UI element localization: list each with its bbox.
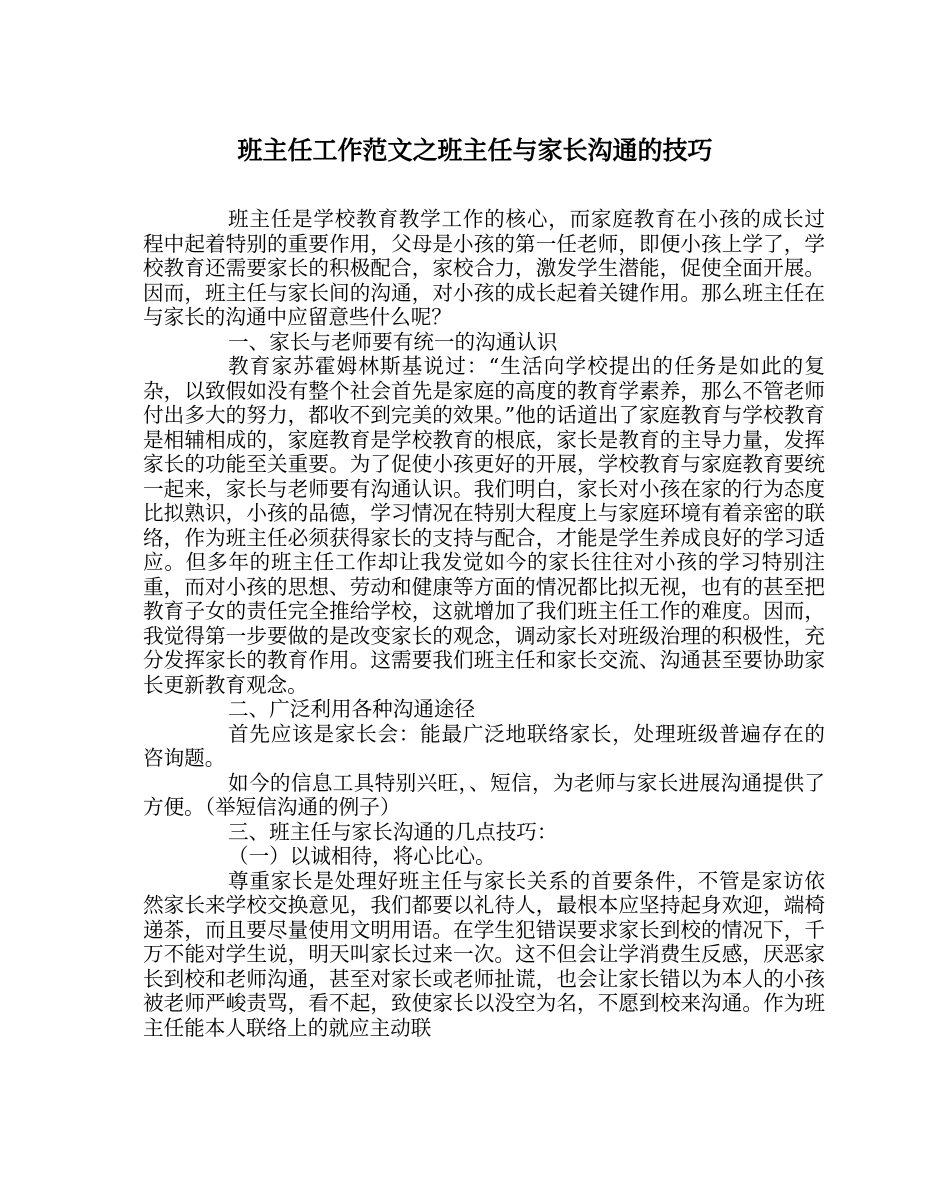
subsection-heading-1: （一）以诚相待，将心比心。 xyxy=(228,844,496,868)
document-body xyxy=(143,207,825,1040)
document-title: 班主任工作范文之班主任与家长沟通的技巧 xyxy=(237,136,713,165)
paragraph-messaging: 如今的信息工具特别兴旺，、短信，为老师与家长进展沟通提供了方便。（举短信沟通的例子） xyxy=(143,770,825,819)
paragraph-section-1: 教育家苏霍姆林斯基说过：“生活向学校提出的任务是如此的复杂，以致假如没有整个社会首先是家庭的高度的教育学素养，那么不管老师付出多大的努力，都收不到完美的效果。”他的话道出了家庭教育与学校教育是相辅相成的，家庭教育是学校教育的根底，家长是教育的主导力量，发挥家长的功能至关重要。为了促使小孩更好的开展，学校教育与家庭教育要统一起来，家长与老师要有沟通认识。我们明白，家长对小孩在家的行为态度比拟熟识，小孩的品德，学习情况在特别大程度上与家庭环境有着亲密的联络，作为班主任必须获得家长的支持与配合，才能是学生养成良好的学习适应。但多年的班主任工作却让我发觉如今的家长往往对小孩的学习特别注重，而对小孩的思想、劳动和健康等方面的情况都比拟无视，也有的甚至把教育子女的责任完全推给学校，这就增加了我们班主任工作的难度。因而，我觉得第一步要做的是改变家长的观念，调动家长对班级治理的积极性，充分发挥家长的教育作用。这需要我们班主任和家长交流、沟通甚至要协助家长更新教育观念。 xyxy=(143,354,825,697)
section-heading-1: 一、家长与老师要有统一的沟通认识 xyxy=(228,329,558,354)
paragraph-respect: 尊重家长是处理好班主任与家长关系的首要条件，不管是家访依然家长来学校交换意见，我们都要以礼待人，最根本应坚持起身欢迎，端椅递茶，而且要尽量使用文明用语。在学生犯错误要求家长到校的情况下，千万不能对学生说，明天叫家长过来一次。这不但会让学消费生反感，厌恶家长到校和老师沟通，甚至对家长或老师扯谎，也会让家长错以为本人的小孩被老师严峻责骂，看不起，致使家长以没空为名，不愿到校来沟通。作为班主任能本人联络上的就应主动联 xyxy=(143,868,825,1040)
paragraph-parent-meeting: 首先应该是家长会：能最广泛地联络家长，处理班级普遍存在的咨询题。 xyxy=(143,721,825,770)
paragraph-intro: 班主任是学校教育教学工作的核心，而家庭教育在小孩的成长过程中起着特别的重要作用，父母是小孩的第一任老师，即便小孩上学了，学校教育还需要家长的积极配合，家校合力，激发学生潜能，促使全面开展。因而，班主任与家长间的沟通，对小孩的成长起着关键作用。那么班主任在与家长的沟通中应留意些什么呢？ xyxy=(143,207,825,329)
section-heading-2: 二、广泛利用各种沟通途径 xyxy=(228,697,476,721)
section-heading-3: 三、班主任与家长沟通的几点技巧： xyxy=(228,819,558,844)
